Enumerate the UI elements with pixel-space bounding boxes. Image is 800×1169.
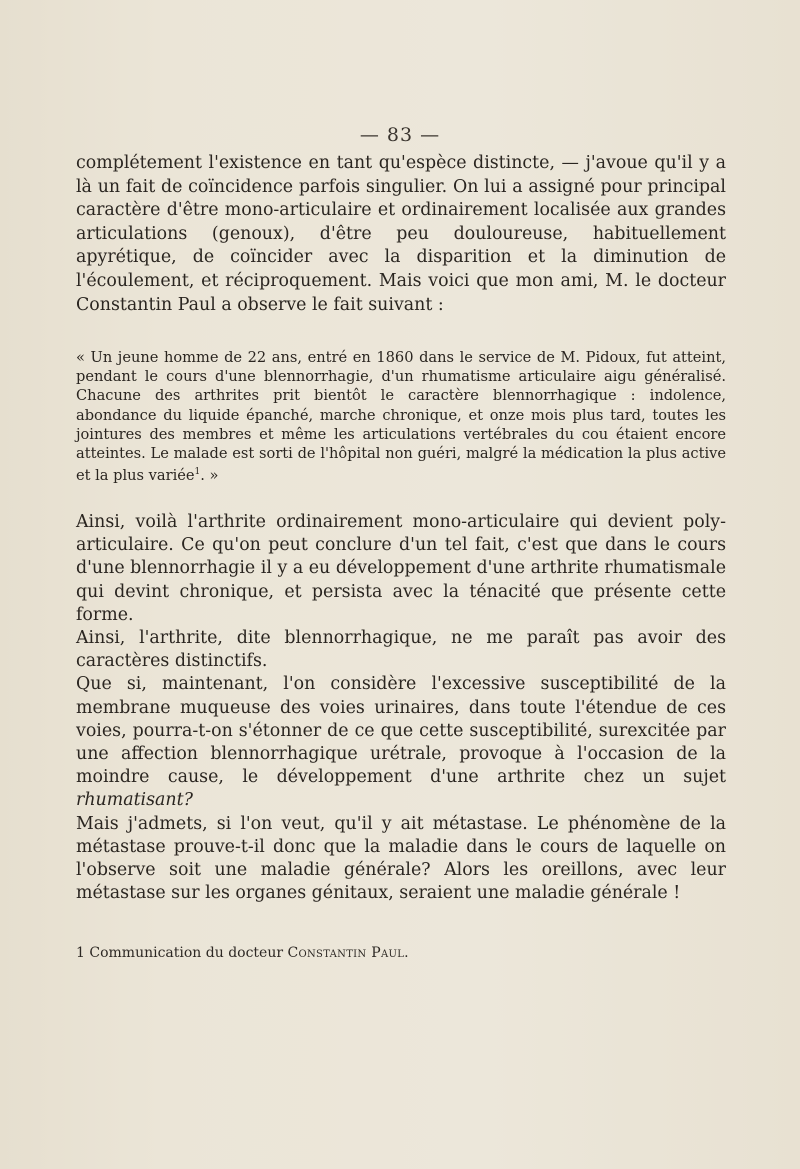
footnote-number: 1 — [76, 945, 85, 961]
footnote — [76, 944, 726, 962]
paragraph-1-container — [76, 152, 726, 317]
quotation-body: « Un jeune homme de 22 ans, entré en 1860 dans le service de M. Pidoux, fut atteint, pendant le cours d'une blennorrhagie, d'un rhumatisme articulaire aigu généralisé. Chacune des arthrites prit bientôt le caractère blennorrhagique : indolence, abondance du liquide épanché, marche chronique, et onze mois plus tard, toutes les jointures des membres et même les articulations vertébrales du cou étaient encore atteintes. Le malade est sorti de l'hôpital non guéri, malgré la médication la plus active et la plus variée — [76, 349, 726, 485]
paragraph-4-text: Que si, maintenant, l'on considère l'excessive susceptibilité de la membrane muqueuse des voies urinaires, dans toute l'étendue de ces voies, pourra-t-on s'étonner de ce que cette susceptibilité, surexcitée par une affection blennorrhagique urétrale, provoque à l'occasion de la moindre cause, le développement d'une arthrite chez un sujet — [76, 674, 726, 788]
paragraph-1: complétement l'existence en tant qu'espèce distincte, — j'avoue qu'il y a là un fait de coïncidence parfois singulier. On lui a assigné pour principal caractère d'être mono-articulaire et ordinairement localisée aux grandes articulations (genoux), d'être peu douloureuse, habituellement apyrétique, de coïncider avec la disparition et la diminution de l'écoulement, et réciproquement. Mais voici que mon ami, M. le docteur Constantin Paul a observe le fait suivant : — [76, 153, 726, 315]
paragraph-4-italic: rhumatisant? — [76, 790, 193, 811]
footnote-text: Communication du docteur — [89, 945, 288, 961]
page-number: — 83 — — [359, 124, 441, 146]
quotation-text — [76, 348, 726, 485]
footnote-reference: 1 — [194, 467, 201, 478]
paragraph-2 — [76, 511, 726, 627]
footnote-author: Constantin Paul. — [287, 945, 409, 961]
paragraph-5-text: Mais j'admets, si l'on veut, qu'il y ait métastase. Le phénomène de la métastase prouve-t-il donc que la maladie dans le cours de laquelle on l'observe soit une maladie générale? Alors les oreillons, avec leur métastase sur les organes génitaux, seraient une maladie générale ! — [76, 813, 726, 904]
quotation-end: . » — [200, 467, 219, 485]
paragraph-2-text: Ainsi, voilà l'arthrite ordinairement mono-articulaire qui devient poly-articulaire. Ce qu'on peut conclure d'un tel fait, c'est que dans le cours d'une blennorrhagie il y a eu développement d'une arthrite rhumatismale qui devint chronique, et persista avec la ténacité que présente cette forme. — [76, 512, 726, 625]
paragraph-3 — [76, 627, 726, 673]
quotation-block — [76, 348, 726, 485]
paragraph-4 — [76, 673, 726, 812]
paragraph-3-text: Ainsi, l'arthrite, dite blennorrhagique, ne me paraît pas avoir des caractères distinctifs. — [76, 628, 726, 672]
paragraph-5 — [76, 813, 726, 906]
body-paragraphs — [76, 511, 726, 905]
